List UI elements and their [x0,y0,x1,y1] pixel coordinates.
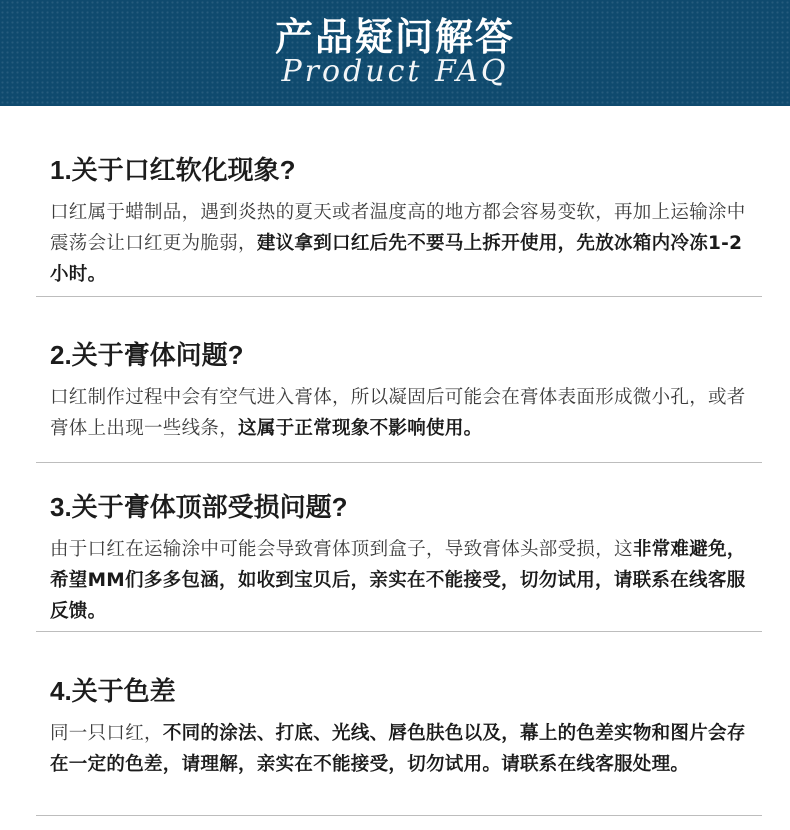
header-banner [0,0,790,106]
faq-question: 3.关于膏体顶部受损问题? [50,492,348,522]
faq-item-softening [0,153,790,297]
faq-answer-text: 口红制作过程中会有空气进入膏体，所以凝固后可能会在膏体表面形成微小孔，或者膏体上出现一些线条， [50,387,746,439]
faq-item-content [36,490,762,632]
faq-question: 2.关于膏体问题? [50,340,244,370]
faq-item-content [36,338,762,463]
faq-answer [50,197,750,290]
faq-item-content [36,153,762,297]
faq-question: 1.关于口红软化现象? [50,155,296,185]
faq-answer-text: 口红属于蜡制品，遇到炎热的夏天或者温度高的地方都会容易变软，再加上运输涂中震荡会让口红更为脆弱， [50,202,746,254]
faq-answer-text: 同一只口红， [50,723,163,744]
faq-answer-text: 由于口红在运输涂中可能会导致膏体顶到盒子，导致膏体头部受损，这 [50,539,633,560]
faq-answer-highlight: 不同的涂法、打底、光线、唇色肤色以及，幕上的色差实物和图片会存在一定的色差，请理解，亲实在不能接受，切勿试用。请联系在线客服处理。 [50,723,746,775]
faq-item-paste [0,338,790,463]
faq-item-top-damage [0,490,790,632]
faq-question: 4.关于色差 [50,676,176,706]
faq-answer [50,382,750,444]
faq-item-content [36,674,762,816]
faq-answer-highlight: 建议拿到口红后先不要马上拆开使用，先放冰箱内冷冻1-2小时。 [50,233,743,285]
faq-answer-highlight: 这属于正常现象不影响使用。 [238,418,483,439]
banner-title: 产品疑问解答 [274,14,515,59]
faq-item-color-difference [0,674,790,816]
banner-subtitle: Product FAQ [281,54,509,89]
faq-answer-highlight: 非常难避免，希望MM们多多包涵，如收到宝贝后，亲实在不能接受，切勿试用，请联系在线客服反馈。 [50,539,746,622]
faq-answer [50,718,750,780]
faq-answer [50,534,750,627]
